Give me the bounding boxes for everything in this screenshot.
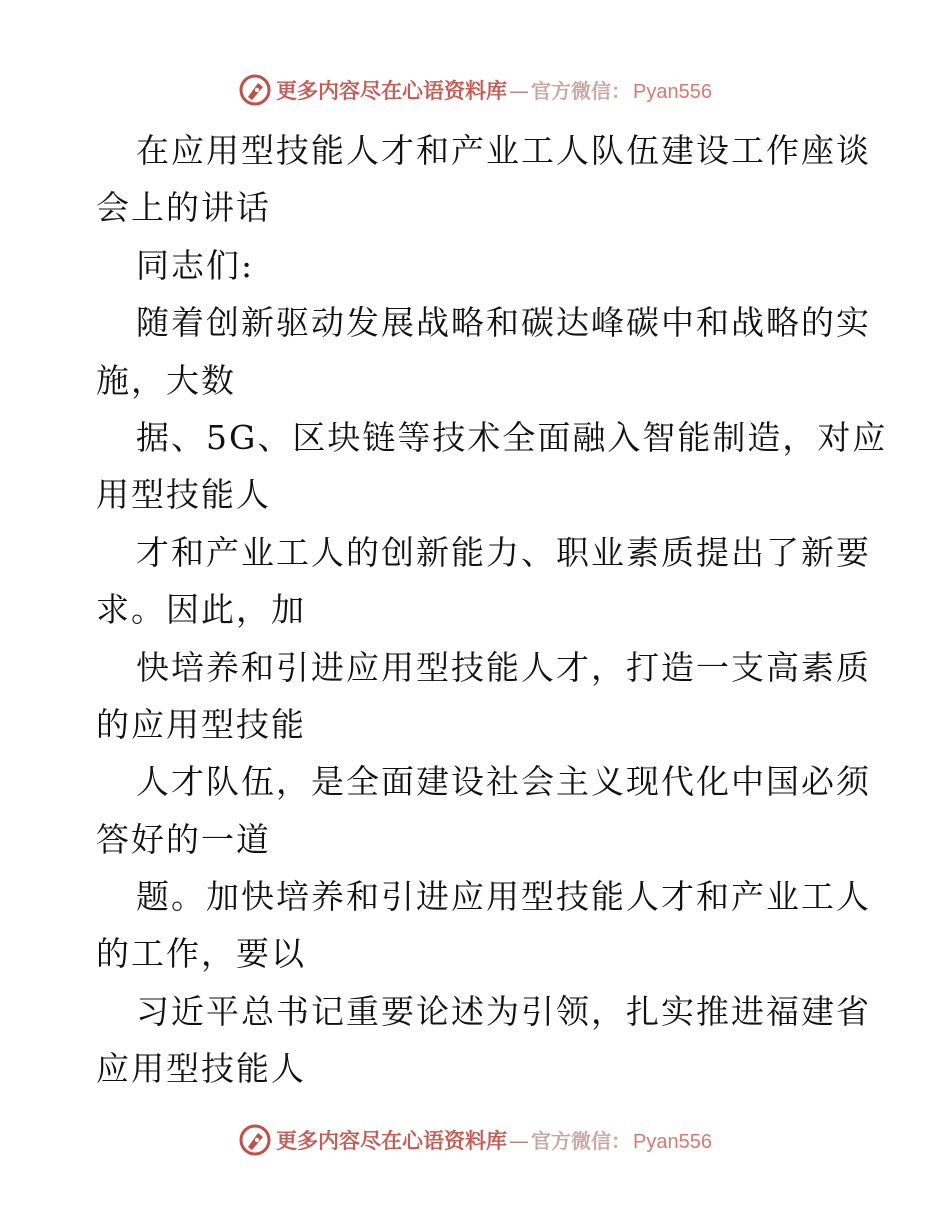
document-title-line-1: 在应用型技能人才和产业工人队伍建设工作座谈 <box>136 131 871 170</box>
body-line: 的工作，要以 <box>96 934 306 974</box>
banner-dash: — <box>509 79 530 103</box>
banner-wechat-label: 官方微信： <box>531 1129 632 1153</box>
salutation: 同志们: <box>136 245 255 285</box>
body-line: 据、5G、区块链等技术全面融入智能制造，对应 <box>136 417 888 457</box>
banner-wechat-id: Pyan556 <box>633 81 712 103</box>
body-line: 快培养和引进应用型技能人才，打造一支高素质 <box>136 647 871 687</box>
header-banner <box>0 68 950 112</box>
banner-main-text: 更多内容尽在心语资料库 <box>276 1129 508 1153</box>
body-line: 应用型技能人 <box>96 1049 306 1089</box>
body-line: 才和产业工人的创新能力、职业素质提出了新要 <box>136 532 871 572</box>
body-line: 施，大数 <box>96 360 236 400</box>
body-line: 答好的一道 <box>96 819 271 859</box>
footer-banner <box>0 1118 950 1162</box>
body-line: 用型技能人 <box>96 475 271 515</box>
banner-wechat-id: Pyan556 <box>633 1131 712 1153</box>
body-line: 随着创新驱动发展战略和碳达峰碳中和战略的实 <box>136 303 871 343</box>
body-line: 习近平总书记重要论述为引领，扎实推进福建省 <box>136 991 871 1031</box>
banner-dash: — <box>509 1129 530 1153</box>
pen-nib-circle-icon <box>238 73 272 107</box>
banner-text <box>276 1125 712 1155</box>
banner-text <box>276 75 712 105</box>
banner-main-text: 更多内容尽在心语资料库 <box>276 79 508 103</box>
body-line: 题。加快培养和引进应用型技能人才和产业工人 <box>136 877 871 917</box>
document-title-line-2: 会上的讲话 <box>96 188 271 228</box>
banner-wechat-label: 官方微信： <box>531 79 632 103</box>
body-line: 的应用型技能 <box>96 704 306 744</box>
document-body <box>96 122 888 1098</box>
body-line: 求。因此，加 <box>96 590 306 630</box>
pen-nib-circle-icon <box>238 1123 272 1157</box>
body-line: 人才队伍，是全面建设社会主义现代化中国必须 <box>136 762 871 802</box>
